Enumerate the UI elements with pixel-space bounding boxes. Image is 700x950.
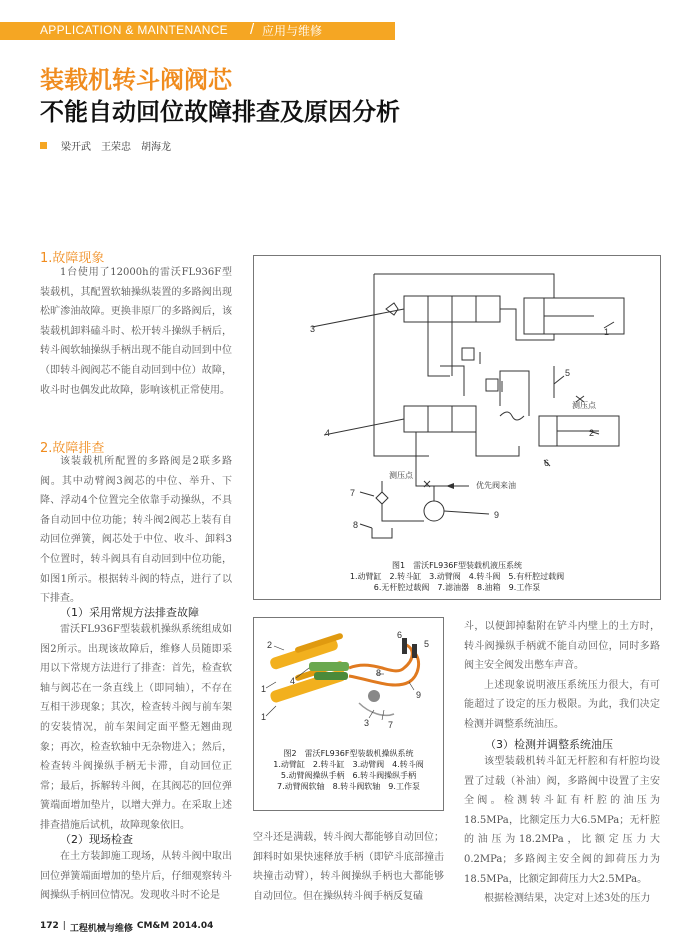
- fig2-label-1a: 1: [261, 684, 267, 694]
- authors: [40, 138, 171, 153]
- label-9: 9: [494, 510, 500, 520]
- flow-arrow-icon: [446, 483, 454, 489]
- fig2-label-9: 9: [416, 690, 422, 700]
- bucket-valve-block-a: [404, 406, 428, 432]
- figure-1-caption-title: 图1 雷沃FL936F型装载机液压系统: [391, 561, 523, 570]
- figure-2-caption-line1: 1.动臂缸 2.转斗缸 3.动臂阀 4.转斗阀: [273, 760, 424, 769]
- fig2-label-6: 6: [397, 630, 403, 640]
- section-2-body: 该装载机所配置的多路阀是2联多路阀。其中动臂阀3阀芯的中位、举升、下降、浮动4个位置完全依靠手动操纵，不具备自动回中位功能；转斗阀2阀芯上装有自动回位弹簧，阀芯处于中位、收斗、卸料3个位置时，转斗阀具有自动回到中位功能，如图1所示。根据转斗阀的特点，进行了以下排查。: [40, 456, 232, 605]
- control-system-illustration: [254, 618, 443, 740]
- work-pump: [424, 501, 444, 521]
- figure-2-caption-line2: 5.动臂阀操纵手柄 6.转斗阀操纵手柄: [280, 771, 417, 780]
- section-2-2-body: 在土方装卸施工现场，从转斗阀中取出回位弹簧端面增加的垫片后，仔细观察转斗阀操纵手柄回位情况。发现收斗时不论是: [40, 851, 232, 902]
- section-2-2-heading: （2）现场检查: [60, 833, 133, 846]
- label-test-point-b: 测压点: [389, 471, 413, 480]
- fig2-label-4: 4: [290, 676, 296, 686]
- section-label-en: APPLICATION & MAINTENANCE: [40, 23, 228, 37]
- section-1-body: 1台使用了12000h的雷沃FL936F型装载机，其配置软轴操纵装置的多路阀出现松旷渗油故障。更换非原厂的多路阀后，该装载机卸料磕斗时、松开转斗操纵手柄后，转斗阀软轴操纵手柄出现不能自动回到中位（即转斗阀阀芯不能自动回到中位）故障，收斗时也偶发此故障，影响该机正常使用。: [40, 267, 232, 396]
- footer-divider: |: [62, 921, 66, 931]
- section-2-1-heading: （1）采用常规方法排查故障: [60, 606, 199, 619]
- label-3: 3: [310, 324, 316, 334]
- page-footer: [40, 921, 213, 934]
- figure-1-hydraulic-diagram: [253, 255, 661, 600]
- work-pump-shape: [368, 690, 380, 702]
- section-2-1-body: 雷沃FL936F型装载机操纵系统组成如图2所示。出现该故障后，维修人员随即采用以下常规方法进行了排查：首先，检查软轴与阀芯在一条直线上（即同轴），不存在互相干涉现象；其次，检查转斗阀与前车架的安装情况，前车架间定面平整无翘曲现象；再次，检查软轴中无杂物进入；然后，检查转斗阀操纵手柄无卡滞，自动回位正常；最后，拆解转斗阀，在其阀芯的回位弹簧端面增加垫片，以增大弹力。在采取上述排查措施后试机，故障现象依旧。: [40, 624, 232, 831]
- right-column-body: 斗，以便卸掉黏附在铲斗内壁上的土方时，转斗阀操纵手柄就不能自动回位，同时多路阀主安全阀发出憋车声音。 上述现象说明液压系统压力很大，有可能超过了设定的压力极限。为此，我们决定检测并调整系统油压。: [464, 621, 660, 730]
- fig2-label-8: 8: [376, 668, 382, 678]
- section-label-cn: 应用与维修: [262, 24, 323, 38]
- label-1: 1: [604, 327, 610, 337]
- oil-filter: [376, 492, 388, 504]
- page-number: 172: [40, 921, 59, 931]
- lever-handle: [402, 638, 407, 654]
- label-5: 5: [565, 368, 571, 378]
- figure-1-caption-line2: 6.无杆腔过载阀 7.滤油器 8.油箱 9.工作泵: [373, 583, 541, 592]
- lever-handle-2: [412, 644, 417, 658]
- authors-names: 梁开武 王荣忠 胡海龙: [61, 142, 171, 153]
- section-2-3-body: 该型装载机转斗缸无杆腔和有杆腔均设置了过载（补油）阀，多路阀中设置了主安全阀。检测转斗缸有杆腔的油压为18.5MPa，比额定压力大6.5MPa；无杆腔的油压为18.2MPa，比额定压力大0.2MPa；多路阀主安全阀的卸荷压力为18.5MPa，比额定卸荷压力大2.5MPa。 根据检测结果，决定对上述3处的压力: [464, 756, 660, 905]
- journal-issue: CM&M 2014.04: [136, 921, 214, 931]
- figure-2-control-system: [253, 617, 444, 811]
- section-2-heading: 2.故障排查: [40, 441, 105, 456]
- figure-2-caption: [254, 748, 443, 792]
- label-7: 7: [350, 488, 356, 498]
- figure-1-caption-line1: 1.动臂缸 2.转斗缸 3.动臂阀 4.转斗阀 5.有杆腔过载阀: [349, 572, 565, 581]
- fig2-label-2: 2: [267, 640, 273, 650]
- label-6: 6: [544, 458, 550, 468]
- hydraulic-schematic: [254, 256, 660, 548]
- label-8: 8: [353, 520, 359, 530]
- fig2-label-7: 7: [388, 720, 394, 730]
- article-title-line1: 装载机转斗阀阀芯: [40, 66, 232, 94]
- section-2-3-heading: （3）检测并调整系统油压: [485, 738, 613, 751]
- figure-2-caption-line3: 7.动臂阀软轴 8.转斗阀软轴 9.工作泵: [277, 782, 420, 791]
- section-1-heading: 1.故障现象: [40, 251, 105, 266]
- bullet-square-icon: [40, 142, 47, 149]
- journal-name: 工程机械与维修: [69, 924, 133, 934]
- label-test-point-a: 测压点: [572, 401, 596, 410]
- valve-body: [309, 662, 349, 671]
- fig2-label-1b: 1: [261, 712, 267, 722]
- figure-1-caption: [254, 560, 660, 593]
- article-title-line2: 不能自动回位故障排查及原因分析: [40, 98, 400, 126]
- label-4: 4: [325, 428, 331, 438]
- fig2-label-3: 3: [364, 718, 370, 728]
- middle-column-body: 空斗还是满载，转斗阀大都能够自动回位；卸料时如果快速释放手柄（即铲斗底部撞击块撞击动臂），转斗阀操纵手柄也大都能够自动回位。但在操纵转斗阀手柄反复磕: [253, 832, 444, 902]
- oil-tank: [372, 528, 392, 538]
- label-priority-valve: 优先阀来油: [476, 481, 516, 490]
- fig2-label-5: 5: [424, 639, 430, 649]
- boom-valve-block-a: [404, 296, 428, 322]
- figure-2-caption-title: 图2 雷沃FL936F型装载机操纵系统: [283, 749, 414, 758]
- label-2: 2: [589, 428, 595, 438]
- section-divider-slash: /: [250, 21, 255, 38]
